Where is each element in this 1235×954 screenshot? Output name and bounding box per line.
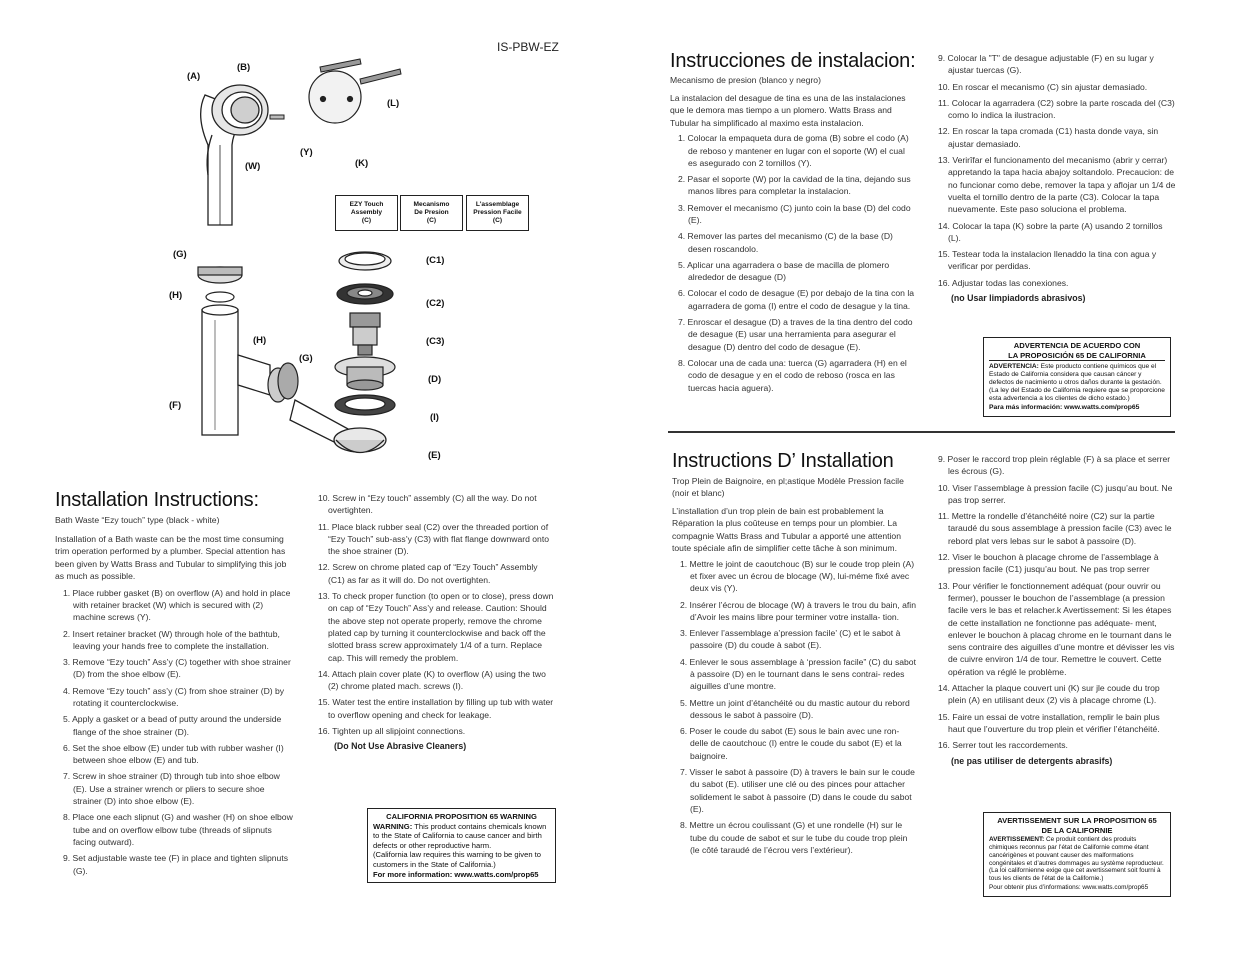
box-ezy-touch: EZY Touch Assembly (C) <box>335 195 398 231</box>
english-step: 13. To check proper function (to open or to close), press down on cap of “Ezy Touch” Ass’y and release. Caution: Should the above step not operate properly, remove the chrome plated cap by turning it counterclockwise and back off the slotted brass screw approximately 1/4 of a turn. Replace cap. This will remedy the problem. <box>318 591 554 663</box>
french-step: 7. Visser le sabot à passoire (D) à travers le bain sur le coude du sabot (E). utiliser une clé ou des pinces pour attacher solidement le sabot à passoire (D) dans le coude du sabot (E). <box>680 767 915 814</box>
english-col-b <box>310 492 556 751</box>
english-note: (Do Not Use Abrasive Cleaners) <box>334 741 467 752</box>
english-step: 16. Tighten up all slipjoint connections. <box>318 726 466 737</box>
french-step: 11. Mettre la rondelle d’étanchéité noire (C2) sur la partie taraudé du sous assemblage à pression facile (C3) avec le rebord plat vers lebas sur le sabot à passoire (D). <box>938 511 1172 546</box>
exploded-parts-diagram <box>160 55 460 465</box>
spanish-step: 14. Colocar la tapa (K) sobre la parte (A) usando 2 tornillos (L). <box>938 220 1163 243</box>
spanish-step: 5. Aplicar una agarradera o base de macilla de plomero alrededor de desague (D) <box>678 259 890 283</box>
label-part-l: (L) <box>387 98 400 109</box>
sub-assembly-drawing <box>350 313 380 355</box>
english-step: 10. Screw in “Ezy touch” assembly (C) all the way. Do not overtighten. <box>318 493 537 516</box>
french-step: 12. Viser le bouchon à placage chrome de l’assemblage à pression facile (C1) jusqu’au bout. Ne pas trop serrer <box>938 552 1159 575</box>
label-part-h-side: (H) <box>253 335 267 346</box>
label-part-y: (Y) <box>300 147 313 158</box>
label-part-c3: (C3) <box>426 336 445 347</box>
label-part-h-top: (H) <box>169 290 183 301</box>
french-col-a <box>672 475 916 860</box>
english-step: 3. Remove “Ezy touch” Ass’y (C) together with shoe strainer (D) from the shoe elbow (E). <box>63 657 291 680</box>
french-title: Instructions D’ Installation <box>672 450 894 472</box>
section-divider <box>668 431 1175 433</box>
french-steps-b <box>930 453 1176 752</box>
label-part-f: (F) <box>169 400 182 411</box>
label-part-g-side: (G) <box>299 353 313 364</box>
waste-tee-drawing <box>202 305 270 435</box>
french-step: 14. Attacher la plaque couvert uni (K) sur jle coude du trop plein (A) en utilisant deux (2) vis à placage chrome (L). <box>938 683 1160 706</box>
label-part-i: (I) <box>430 412 439 423</box>
label-part-g-top: (G) <box>173 249 187 260</box>
french-intro: L’installation d’un trop plein de bain est probablement la Réparation la plus coûteuse en temps pour un plombier. La compagnie Watts Brass and Tubular a apporté une attention toute spéciale afin de simplifier cette tâche à son minimum. <box>672 506 901 554</box>
cover-plate-drawing <box>309 71 361 123</box>
english-step: 12. Screw on chrome plated cap of “Ezy Touch” Assembly (C1) as far as it will do. Do not overtighten. <box>318 562 538 585</box>
english-col-a <box>55 515 295 881</box>
english-step: 1. Place rubber gasket (B) on overflow (A) and hold in place with retainer bracket (W) which is secured with (2) machine screws (Y). <box>63 587 291 623</box>
box-mecanismo: Mecanismo De Presion (C) <box>400 195 463 231</box>
spanish-step: 16. Adjustar todas las conexiones. <box>938 277 1069 288</box>
label-part-e: (E) <box>428 450 441 461</box>
label-part-d: (D) <box>428 374 442 385</box>
french-step: 10. Viser l’assemblage à pression facile (C) jusqu’au bout. Ne pas trop serrer. <box>938 482 1173 505</box>
french-step: 13. Pour vérifier le fonctionnement adéquat (pour ouvrir ou fermer), pousser le bouchon de l’assemblage (a pression facile vers le bas et relacher.k Avertissement: Si les étapes de cette installation ne fonctionne pas adéquate- ment, enlever le bouchon à placag chrome en le tournant dans le sens contraire des aiguilles d’une montre et dévisser les vis de cuivre environ 1/4 de tour. Remettre le couvert. Cette opération va réglé le problème. <box>938 580 1175 677</box>
spanish-prop65-box: ADVERTENCIA DE ACUERDO CON LA PROPOSICIÓN 65 DE CALIFORNIA ADVERTENCIA: Este producto contiene químicos que el Estado de California considera que causan cáncer y defectos de nacimiento u otros daños durante la gestación. (La ley del Estado de California requiere que se proporcione esta advertencia a los clientes de dicho estado.) Para más información: www.watts.com/prop65 <box>983 337 1171 417</box>
spanish-intro: La instalacion del desague de tina es una de las instalaciones que le demora mas tiempo a un plomero. Watts Brass and Tubular ha simplificado al maximo esta instalacion. <box>670 93 906 128</box>
spanish-step: 2. Pasar el soporte (W) por la cavidad de la tina, dejando sus manos libres para completar la instalacion. <box>678 174 911 197</box>
english-step: 6. Set the shoe elbow (E) under tub with rubber washer (I) between shoe elbow (E) and tub. <box>63 742 284 766</box>
overflow-elbow-drawing <box>201 85 268 225</box>
label-part-b: (B) <box>237 62 251 73</box>
spanish-step: 15. Testear toda la instalacion llenaddo la tina con agua y verificar por perdidas. <box>938 249 1157 272</box>
french-step: 5. Mettre un joint d’étanchéité ou du mastic autour du rebord dessous le sabot à passoire (D). <box>680 697 910 720</box>
french-step: 8. Mettre un écrou coulissant (G) et une rondelle (H) sur le tube du coude de sabot et sur le tube du coude trop plein (le côté taraudé de l’écrou vers l’extérieur). <box>680 820 908 855</box>
label-part-a: (A) <box>187 71 201 82</box>
spanish-step: 6. Colocar el codo de desague (E) por debajo de la tina con la agarradera de goma (I) entre el codo de desague y la tina. <box>678 288 915 311</box>
spanish-subtitle: Mecanismo de presion (blanco y negro) <box>670 75 821 85</box>
rubber-washer-drawing <box>335 395 395 415</box>
english-subtitle: Bath Waste “Ezy touch” type (black - white) <box>55 515 220 525</box>
french-steps-a <box>672 558 916 857</box>
french-step: 16. Serrer tout les raccordements. <box>938 740 1068 751</box>
spanish-step: 13. Verirîfar el funcionamento del mecanismo (abrir y cerrar) appretando la tapa hacia abajoy soltandolo. Precaucion: de no funcionar como debe, remover la tapa y aflojar un 1/4 de vuelta el tornillo dentro de la parte (C3). Colocar la tapa nuevamente. Este paso soluciona el problema. <box>938 155 1176 215</box>
spanish-col-a <box>670 75 914 398</box>
english-step: 2. Insert retainer bracket (W) through hole of the bathtub, leaving your hands free to complete the installation. <box>63 628 280 651</box>
spanish-step: 10. En roscar el mecanismo (C) sin ajustar demasiado. <box>938 81 1148 92</box>
spanish-step: 9. Colocar la "T" de desague adjustable (F) en su lugar y ajustar tuercas (G). <box>938 53 1154 76</box>
spanish-step: 11. Colocar la agarradera (C2) sobre la parte roscada del (C3) como lo indica la ilustracion. <box>938 97 1175 121</box>
label-part-w: (W) <box>245 161 261 172</box>
box-assemblage: L'assemblage Pression Facile (C) <box>466 195 529 231</box>
french-step: 3. Enlever l’assemblage a’pression facile’ (C) et le sabot à passoire (D) du coude à sabot (E). <box>680 628 901 651</box>
label-part-c1: (C1) <box>426 255 445 266</box>
french-note: (ne pas utiliser de detergents abrasifs) <box>951 755 1113 766</box>
label-part-c2: (C2) <box>426 298 445 309</box>
rubber-seal-drawing <box>337 284 393 304</box>
french-prop65-box: AVERTISSEMENT SUR LA PROPOSITION 65 DE LA CALIFORNIE AVERTISSEMENT: Ce produit contient des produits chimiques reconnus par l’état de Californie comme étant cancérigènes et pouvant causer des malformations congénitales et d’autres dommages au système reproducteur. (La loi californienne exige que cet avertissement soit fourni à tous les clients de l’état de la Californie.) Pour obtenir plus d’informations: www.watts.com/prop65 <box>983 812 1171 897</box>
spanish-title: Instrucciones de instalacion: <box>670 50 916 72</box>
french-step: 9. Poser le raccord trop plein réglable (F) à sa place et serrer les écrous (G). <box>938 454 1171 477</box>
english-step: 11. Place black rubber seal (C2) over the threaded portion of “Ezy Touch” sub-ass’y (C3) with flat flange downward onto the shoe strainer (D). <box>318 521 549 557</box>
spanish-step: 12. En roscar la tapa cromada (C1) hasta donde vaya, sin ajustar demasiado. <box>938 126 1159 149</box>
english-step: 7. Screw in shoe strainer (D) through tub into shoe elbow (E). Use a strainer wrench or pliers to secure shoe strainer (D) into shoe elbow (E). <box>63 771 280 807</box>
english-prop65-box: CALIFORNIA PROPOSITION 65 WARNING WARNING: This product contains chemicals known to the State of California to cause cancer and birth defects or other reproductive harm. (California law requires this warning to be given to customers in the State of California.) For more information: www.watts.com/prop65 <box>367 808 556 883</box>
french-step: 6. Poser le coude du sabot (E) sous le bain avec une ron- delle de caoutchouc (I) entre le coude du sabot (E) et la baignoire. <box>680 726 902 761</box>
french-col-b <box>930 453 1176 766</box>
english-step: 8. Place one each slipnut (G) and washer (H) on shoe elbow tube and on overflow elbow tube (threads of slipnuts facing outward). <box>63 812 293 847</box>
spanish-steps-b <box>930 52 1176 289</box>
french-step: 4. Enlever le sous assemblage à ‘pression facile” (C) du sabot à passoire (D) en le tournant dans le sens contrai- redes aiguilles d’une montre. <box>680 656 916 692</box>
french-subtitle: Trop Plein de Baignoire, en pl;astique Modèle Pression facile (noir et blanc) <box>672 476 904 498</box>
english-step: 9. Set adjustable waste tee (F) in place and tighten slipnuts (G). <box>63 853 289 876</box>
shoe-strainer-drawing <box>335 357 395 390</box>
label-part-k: (K) <box>355 158 369 169</box>
spanish-step: 1. Colocar la empaqueta dura de goma (B) sobre el codo (A) de reboso y mantener en lugar con el soporte (W) el cual es asegurado con 2 tornillos (Y). <box>678 133 909 168</box>
english-steps-b <box>310 492 556 737</box>
spanish-step: 8. Colocar una de cada una: tuerca (G) agarradera (H) en el codo de desague y en el codo de reboso (rosca en las tuercas hacia aguera). <box>678 357 907 393</box>
french-step: 15. Faire un essai de votre installation, remplir le bain plus haut que l’ouverture du trop plein et vérifier l’étanchéité. <box>938 711 1160 734</box>
spanish-steps-a <box>670 132 914 394</box>
english-title: Installation Instructions: <box>55 489 259 511</box>
french-step: 2. Insérer l’écrou de blocage (W) à travers le trou du bain, afin d’Avoir les mains libre pour terminer votre installa- tion. <box>680 599 916 622</box>
spanish-step: 3. Remover el mecanismo (C) junto coin la base (D) del codo (E). <box>678 202 911 225</box>
spanish-step: 4. Remover las partes del mecanismo (C) de la base (D) desen roscandolo. <box>678 231 893 254</box>
english-step: 4. Remove “Ezy touch” ass’y (C) from shoe strainer (D) by rotating it counterclockwise. <box>63 685 285 708</box>
spanish-step: 7. Enroscar el desague (D) a traves de la tina dentro del codo de desague (E) usar una herramienta para asegurar el desague (D) dentro del codo de desague (E). <box>678 317 913 352</box>
english-step: 15. Water test the entire installation by filling up tub with water to overflow opening and check for leakage. <box>318 697 554 720</box>
english-step: 5. Apply a gasket or a bead of putty around the underside flange of the shoe strainer (D). <box>63 714 282 737</box>
spanish-note: (no Usar limpiadords abrasivos) <box>951 293 1086 304</box>
chrome-cap-drawing <box>339 252 391 270</box>
french-step: 1. Mettre le joint de caoutchouc (B) sur le coude trop plein (A) et fixer avec un écrou de blocage (W), lui-méme fixé avec deux vis (Y). <box>680 558 915 594</box>
document-code: IS-PBW-EZ <box>497 40 559 54</box>
english-intro: Installation of a Bath waste can be the most time consuming trim operation performed by a plumber. Special attention has been given by Watts Brass and Tubular to simplifying this job as much as possible. <box>55 534 287 582</box>
prop65-heading: CALIFORNIA PROPOSITION 65 WARNING <box>386 812 537 821</box>
english-step: 14. Attach plain cover plate (K) to overflow (A) using the two (2) chrome plated mach. screws (I). <box>318 668 546 692</box>
spanish-col-b <box>930 52 1176 303</box>
english-steps-a <box>55 587 295 877</box>
